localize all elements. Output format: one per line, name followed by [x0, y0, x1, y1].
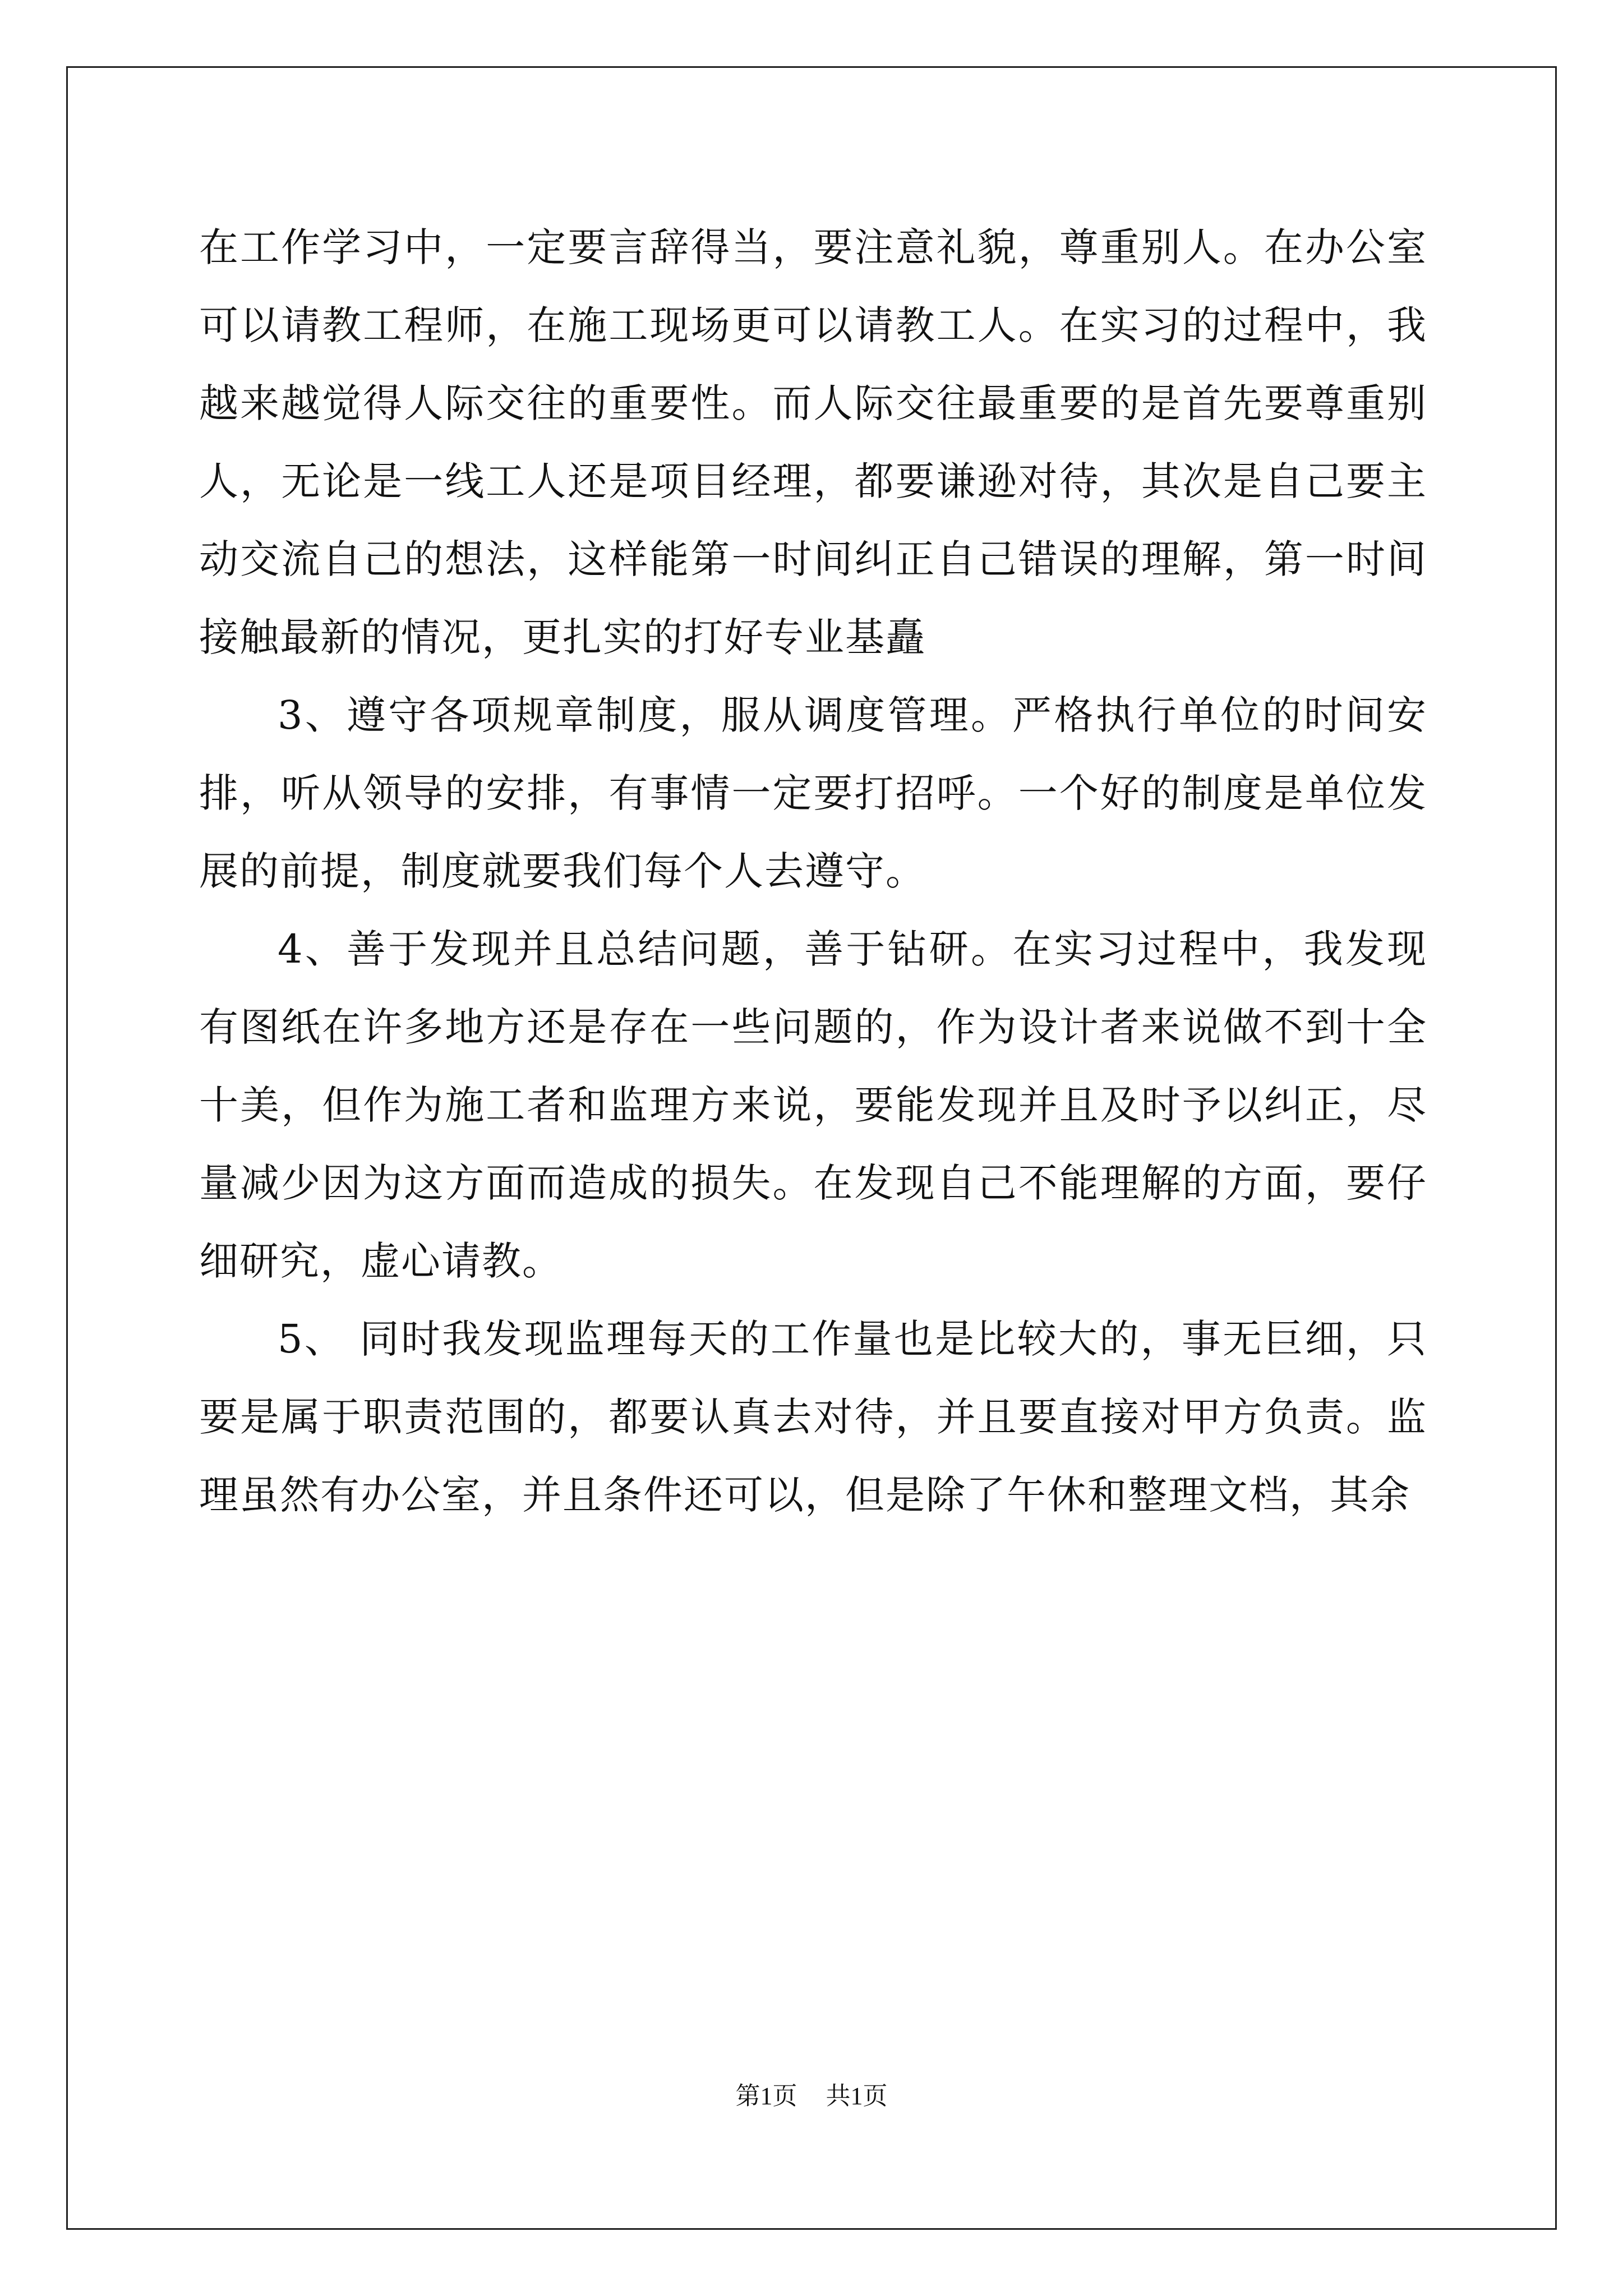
paragraph-item-4: 4、善于发现并且总结问题，善于钻研。在实习过程中，我发现有图纸在许多地方还是存在一些问题的，作为设计者来说做不到十全十美，但作为施工者和监理方来说，要能发现并且及时予以纠正，尽量减少因为这方面而造成的损失。在发现自己不能理解的方面，要仔细研究，虚心请教。 [199, 926, 1427, 1284]
paragraph-item-5: 5、 同时我发现监理每天的工作量也是比较大的，事无巨细，只要是属于职责范围的，都要认真去对待，并且要直接对甲方负责。监理虽然有办公室，并且条件还可以，但是除了午休和整理文档，其余 [199, 1316, 1427, 1518]
document-body [199, 209, 1427, 1534]
paragraph-item-3: 3、遵守各项规章制度，服从调度管理。严格执行单位的时间安排，听从领导的安排，有事情一定要打招呼。一个好的制度是单位发展的前提，制度就要我们每个人去遵守。 [199, 692, 1427, 894]
page-footer [0, 2076, 1623, 2111]
page-number-total: 共1页 [826, 2082, 888, 2110]
paragraph-interpersonal: 在工作学习中，一定要言辞得当，要注意礼貌，尊重别人。在办公室可以请教工程师，在施工现场更可以请教工人。在实习的过程中，我越来越觉得人际交往的重要性。而人际交往最重要的是首先要尊重别人，无论是一线工人还是项目经理，都要谦逊对待，其次是自己要主动交流自己的想法，这样能第一时间纠正自己错误的理解，第一时间接触最新的情况，更扎实的打好专业基矗 [199, 224, 1427, 660]
page-number-current: 第1页 [735, 2082, 797, 2110]
